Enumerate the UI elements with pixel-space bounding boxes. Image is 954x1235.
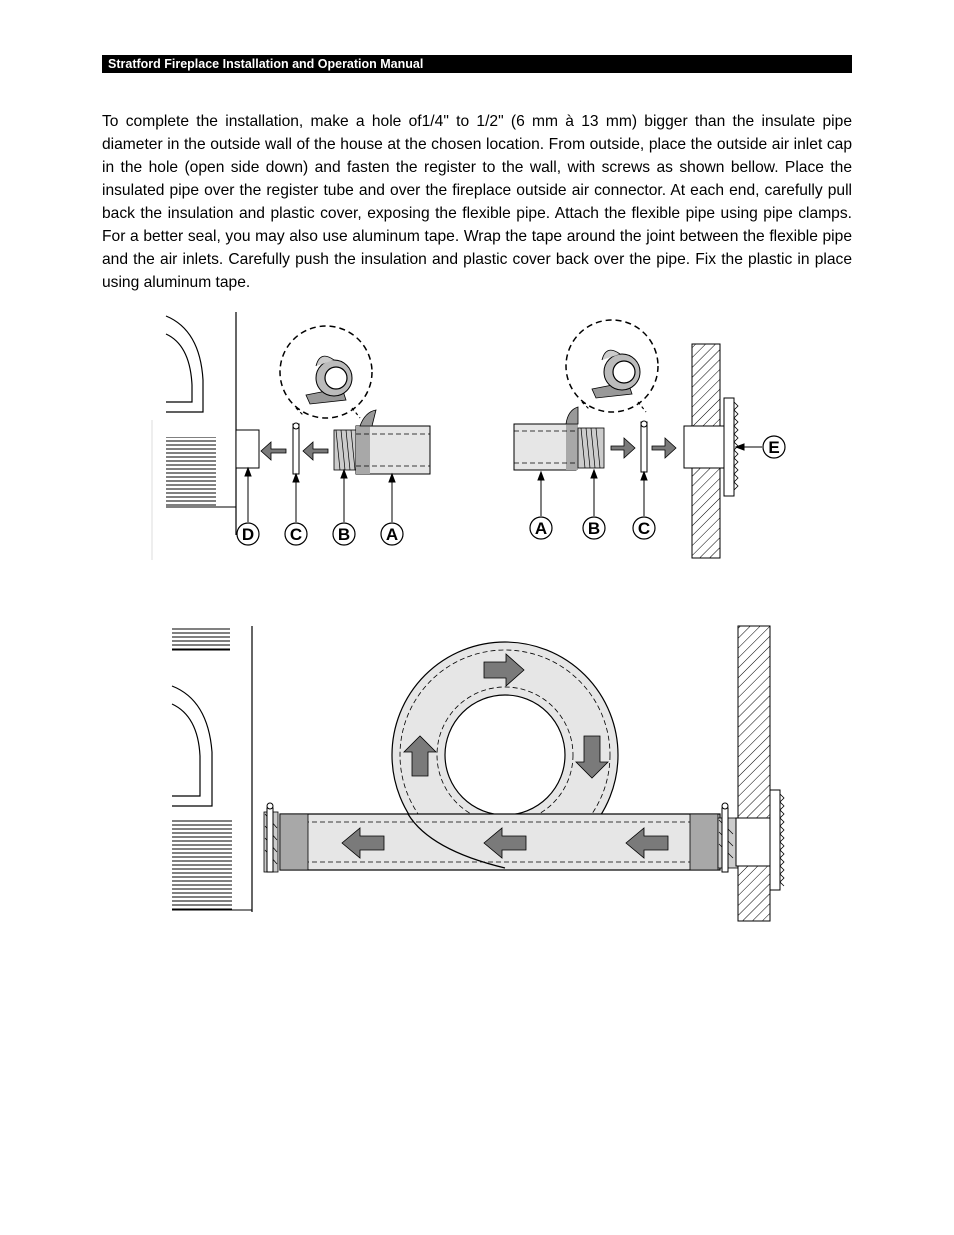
pointer-lines-left	[245, 468, 395, 522]
arrow-right-icon	[652, 438, 676, 458]
arrow-right-icon	[611, 438, 635, 458]
label-a-right	[530, 517, 552, 539]
outside-wall-bottom	[736, 626, 784, 921]
label-c-right	[633, 517, 655, 539]
arrow-left-icon	[303, 442, 328, 460]
svg-text:A: A	[385, 525, 399, 544]
diagram-bottom	[172, 626, 784, 921]
label-e	[763, 436, 785, 458]
tape-detail-left	[280, 326, 372, 418]
fireplace-body-bottom	[172, 626, 252, 912]
svg-text:C: C	[637, 519, 651, 538]
pipe-clamp-left	[293, 423, 299, 474]
instruction-paragraph: To complete the installation, make a hole of1/4" to 1/2" (6 mm à 13 mm) bigger than the insulate pipe diameter in the outside wall of the house at the chosen location. From outside, place the outside air inlet cap in the hole (open side down) and fasten the register to the wall, with screws as shown bellow. Place the insulated pipe over the register tube and over the fireplace outside air connector. At each end, carefully pull back the insulation and plastic cover, exposing the flexible pipe. Attach the flexible pipe using pipe clamps. For a better seal, you may also use aluminum tape. Wrap the tape around the joint between the flexible pipe and the air inlets. Carefully push the insulation and plastic cover back over the pipe. Fix the plastic in place using aluminum tape.	[102, 113, 852, 291]
insulated-pipe-left	[356, 410, 430, 474]
svg-text:A: A	[534, 519, 548, 538]
diagram-right	[514, 320, 785, 558]
svg-text:C: C	[289, 525, 303, 544]
svg-text:B: B	[337, 525, 351, 544]
insulated-pipe-right	[514, 407, 578, 470]
outside-wall-right	[684, 344, 738, 558]
pipe-clamp-right	[641, 421, 647, 472]
pipe-clamp-bottom-left	[264, 803, 278, 872]
label-b	[333, 523, 355, 545]
fireplace-body-left	[152, 312, 236, 560]
fireplace-connector	[236, 430, 259, 468]
flexible-pipe-right	[578, 428, 604, 468]
header-title: Stratford Fireplace Installation and Operation Manual	[108, 57, 424, 71]
label-b-right	[583, 517, 605, 539]
label-d	[237, 523, 259, 545]
svg-text:B: B	[587, 519, 601, 538]
flexible-pipe-left	[334, 430, 356, 470]
diagram-left	[152, 312, 430, 560]
svg-text:E: E	[768, 438, 780, 457]
label-c	[285, 523, 307, 545]
arrow-left-icon	[261, 442, 286, 460]
tape-detail-right	[566, 320, 658, 412]
pipe-clamp-bottom-right	[718, 803, 738, 872]
svg-text:D: D	[241, 525, 255, 544]
label-a	[381, 523, 403, 545]
